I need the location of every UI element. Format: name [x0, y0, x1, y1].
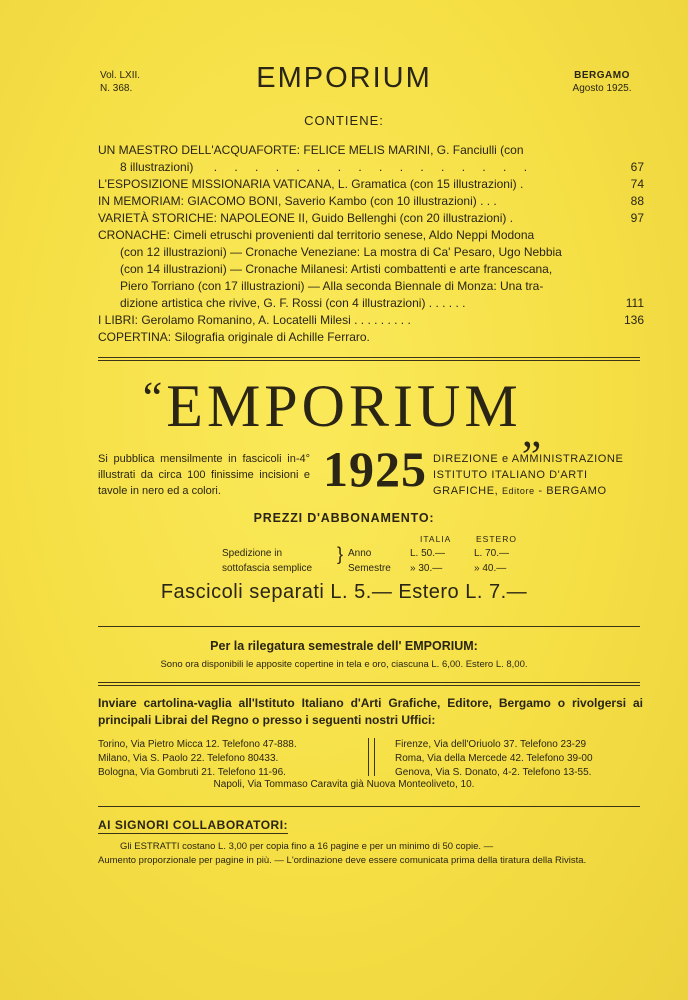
toc-item-continuation [98, 261, 644, 278]
col-italia: ITALIA [420, 534, 452, 544]
toc-page-number: 136 [623, 313, 644, 327]
office-address: Milano, Via S. Paolo 22. Telefono 80433. [98, 753, 279, 764]
brace: } [337, 544, 344, 564]
toc-page-number: 97 [630, 211, 644, 225]
ordering-instructions: Inviare cartolina-vaglia all'Istituto Italiano d'Arti Grafiche, Editore, Bergamo o rivolgersi ai principali Librai del Regno o presso i seguenti nostri Uffici: [98, 696, 643, 727]
toc-item-text: COPERTINA: Silografia originale di Achille Ferraro. [98, 330, 370, 344]
toc-item [98, 210, 644, 227]
toc-page-number: 74 [630, 177, 644, 191]
toc-item-text: UN MAESTRO DELL'ACQUAFORTE: FELICE MELIS MARINI, G. Fanciulli (con [98, 143, 524, 157]
price-label: Spedizione in [222, 548, 283, 559]
publisher-line [433, 483, 648, 499]
divider [98, 806, 640, 807]
offices-separator [368, 738, 375, 776]
toc-item [98, 227, 644, 244]
contents-heading: CONTIENE: [304, 113, 384, 128]
toc-item [98, 176, 644, 193]
price-estero: L. 70.— [474, 548, 510, 559]
prices-heading: PREZZI D'ABBONAMENTO: [253, 511, 435, 525]
toc-item-text: (con 12 illustrazioni) — Cronache Veneziane: La mostra di Ca' Pesaro, Ugo Nebbia [120, 245, 562, 259]
toc-item [98, 142, 644, 159]
contributors-heading: AI SIGNORI COLLABORATORI: [98, 818, 289, 832]
toc-item-text: CRONACHE: Cimeli etruschi provenienti dal territorio senese, Aldo Neppi Modona [98, 228, 535, 242]
office-address-napoli: Napoli, Via Tommaso Caravita già Nuova Monteoliveto, 10. [213, 779, 475, 790]
toc-page-number: 111 [625, 296, 644, 310]
volume-number: Vol. LXII. [100, 70, 141, 81]
price-period: Anno [348, 548, 372, 559]
toc-item-text: dizione artistica che rivive, G. F. Rossi (con 4 illustrazioni) . . . . . . [120, 296, 466, 310]
toc-item-text: 8 illustrazioni) [120, 160, 194, 174]
publisher-text: GRAFICHE, [433, 485, 502, 497]
price-period: Semestre [348, 563, 391, 574]
toc-item-text: Piero Torriano (con 17 illustrazioni) — Alla seconda Biennale di Monza: Una tra- [120, 279, 544, 293]
publisher-line: ISTITUTO ITALIANO D'ARTI [433, 469, 588, 481]
toc-item [98, 312, 644, 329]
price-label: sottofascia semplice [222, 563, 313, 574]
divider [98, 626, 640, 627]
divider [98, 682, 640, 686]
toc-item [98, 329, 644, 346]
masthead-name: EMPORIUM [166, 373, 522, 439]
divider [98, 357, 640, 361]
city: BERGAMO [574, 70, 630, 81]
toc-item-text: L'ESPOSIZIONE MISSIONARIA VATICANA, L. Gramatica (con 15 illustrazioni) . [98, 177, 524, 191]
publisher-info [433, 451, 648, 499]
close-quote: „ [521, 407, 546, 456]
table-of-contents [98, 142, 644, 346]
year: 1925 [323, 441, 427, 497]
office-address: Torino, Via Pietro Micca 12. Telefono 47-888. [98, 739, 297, 750]
toc-item: 8 illustrazioni) . . . . . . . . . . . . . . . . 67 [120, 160, 644, 174]
binding-text: Sono ora disponibili le apposite copertine in tela e oro, ciascuna L. 6,00. Estero L. 8,00. [160, 659, 528, 670]
toc-item-text: VARIETÀ STORICHE: NAPOLEONE II, Guido Bellenghi (con 20 illustrazioni) . [98, 211, 514, 225]
office-address: Genova, Via S. Donato, 4-2. Telefono 13-55. [395, 767, 592, 778]
publisher-role: Editore [501, 486, 535, 496]
contributors-text: Gli ESTRATTI costano L. 3,00 per copia fino a 16 pagine e per un minimo di 50 copie. — [120, 841, 494, 852]
single-issue-price: Fascicoli separati L. 5.— Estero L. 7.— [160, 581, 528, 603]
contributors-text: Aumento proporzionale per pagine in più. — L'ordinazione deve essere comunicata prima della tiratura della Rivista. [98, 855, 587, 866]
col-estero: ESTERO [476, 534, 517, 544]
issue-date: Agosto 1925. [572, 83, 632, 94]
office-address: Roma, Via della Mercede 42. Telefono 39-00 [395, 753, 593, 764]
office-address: Firenze, Via dell'Oriuolo 37. Telefono 23-29 [395, 739, 587, 750]
publisher-line: DIREZIONE e AMMINISTRAZIONE [433, 453, 624, 465]
price-estero: » 40.— [474, 563, 507, 574]
toc-item [98, 193, 644, 210]
toc-item-continuation [98, 278, 644, 295]
binding-heading: Per la rilegatura semestrale dell' EMPORIUM: [210, 639, 478, 653]
office-address: Bologna, Via Gombruti 21. Telefono 11-96. [98, 767, 286, 778]
toc-item-text: (con 14 illustrazioni) — Cronache Milanesi: Artisti combattenti e arte francescana, [120, 262, 553, 276]
open-quote: “ [142, 373, 167, 422]
toc-item-text: I LIBRI: Gerolamo Romanino, A. Locatelli Milesi . . . . . . . . . [98, 313, 411, 327]
toc-item-continuation [98, 295, 644, 312]
toc-item-continuation [98, 244, 644, 261]
issue-number: N. 368. [100, 83, 133, 94]
price-italia: L. 50.— [410, 548, 446, 559]
offices-left [98, 738, 363, 780]
price-italia: » 30.— [410, 563, 443, 574]
toc-item-text: IN MEMORIAM: GIACOMO BONI, Saverio Kambo (con 10 illustrazioni) . . . [98, 194, 497, 208]
toc-page-number: 67 [630, 160, 644, 174]
publication-info: Si pubblica mensilmente in fascicoli in-4° illustrati da circa 100 finissime incisioni e tavole in nero ed a colori. [98, 453, 310, 497]
toc-page-number: 88 [630, 194, 644, 208]
publisher-city: - BERGAMO [534, 485, 607, 497]
place-date [560, 69, 644, 95]
offices-right [395, 738, 645, 780]
header-title: EMPORIUM [256, 62, 432, 94]
